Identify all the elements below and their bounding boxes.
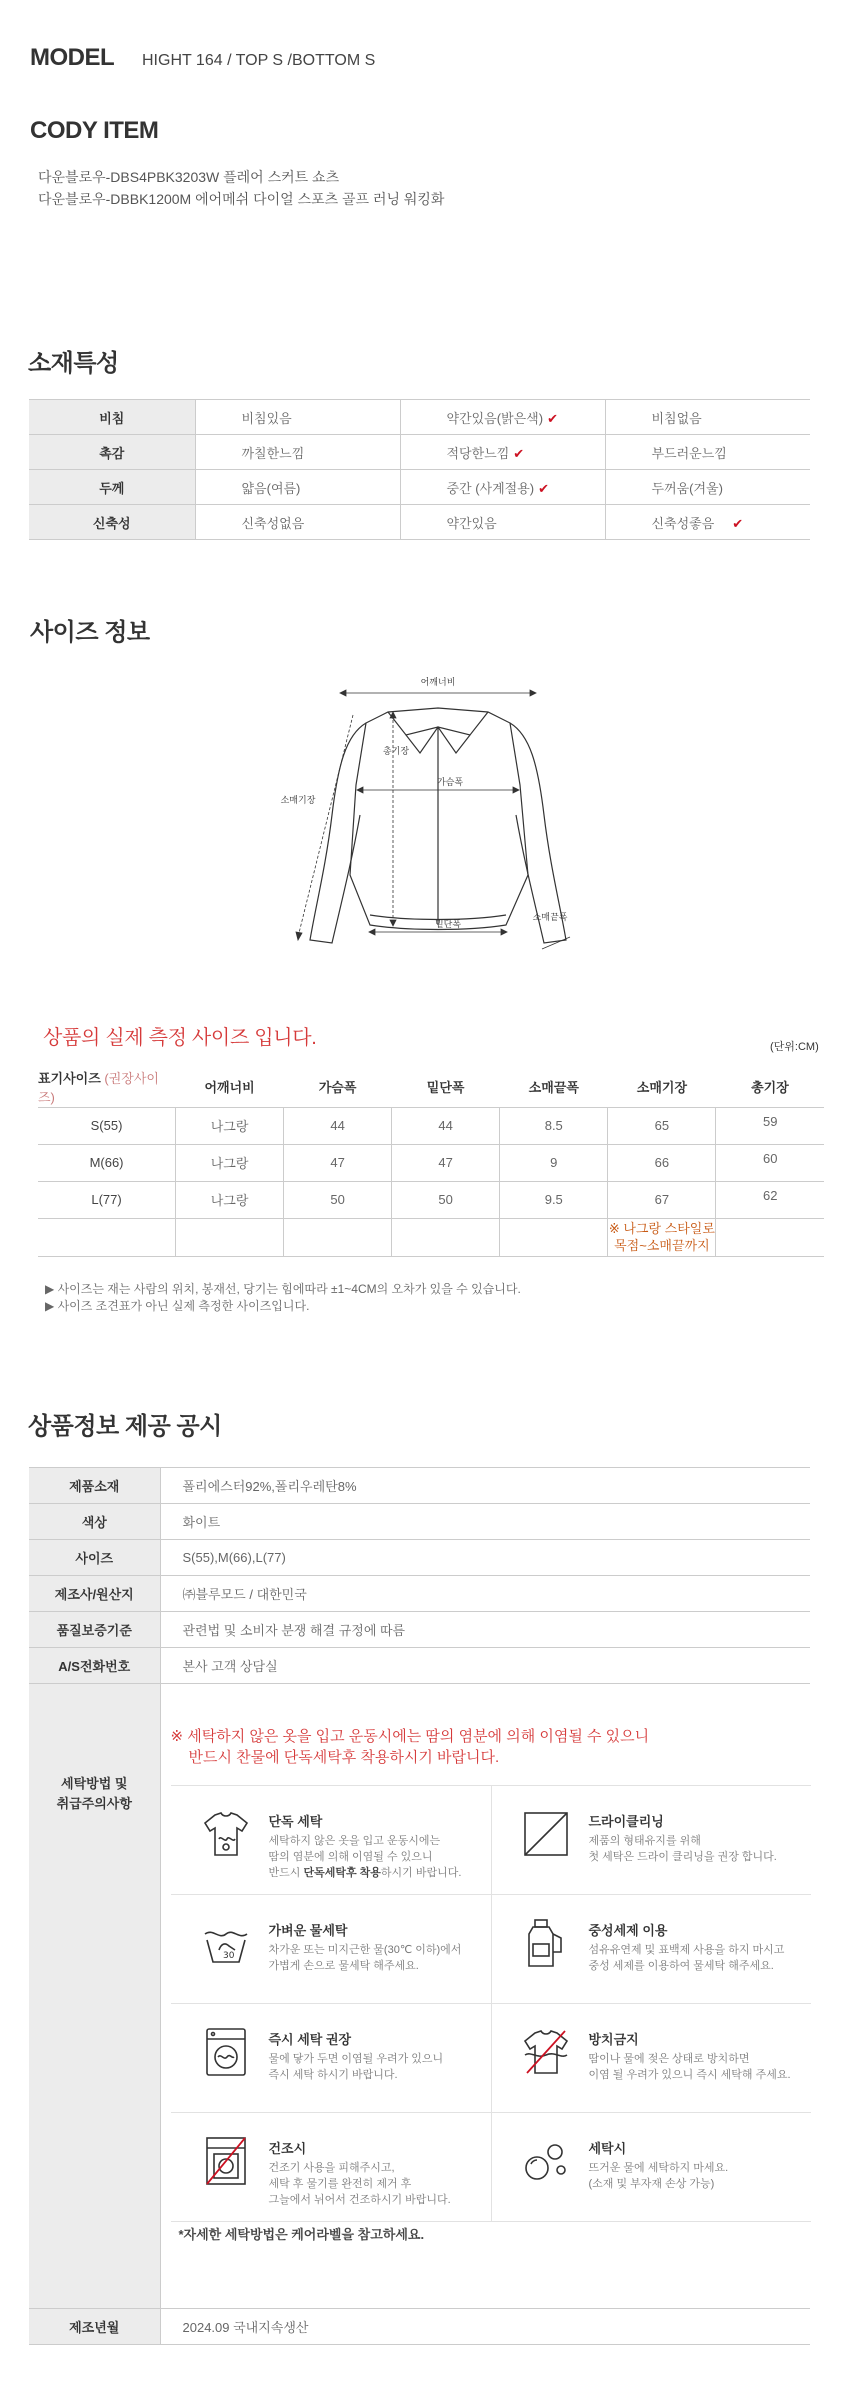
empty-cell <box>176 1218 284 1256</box>
check-icon: ✔ <box>513 445 525 461</box>
material-row-label: 비침 <box>29 400 195 435</box>
size-row <box>38 1107 824 1144</box>
label-hem: 밑단폭 <box>434 920 462 930</box>
cody-label: CODY ITEM <box>30 117 159 144</box>
material-option: 약간있음(밝은색) ✔ <box>400 400 605 435</box>
material-option: 두꺼움(겨울) <box>605 470 810 505</box>
size-value: 나그랑 <box>176 1107 284 1144</box>
material-row-label: 신축성 <box>29 505 195 540</box>
care-item-title: 드라이클리닝 <box>588 1814 664 1829</box>
info-row <box>29 1468 810 1504</box>
info-value: 2024.09 국내지속생산 <box>160 2309 810 2345</box>
size-note: ▶ 사이즈는 재는 사람의 위치, 봉재선, 당기는 힘에따라 ±1~4CM의 오차가 있을 수 있습니다. <box>45 1282 521 1296</box>
material-option: 신축성좋음 ✔ <box>605 505 810 540</box>
empty-cell <box>38 1218 176 1256</box>
label-chest: 가슴폭 <box>436 778 464 788</box>
material-row <box>29 470 810 505</box>
size-value: 62 <box>716 1181 824 1218</box>
product-info-title: 상품정보 제공 공시 <box>28 1413 222 1440</box>
size-value: 60 <box>716 1144 824 1181</box>
size-note-row <box>38 1218 824 1256</box>
care-item <box>491 2112 811 2218</box>
empty-cell <box>392 1218 500 1256</box>
material-option: 비침없음 <box>605 400 810 435</box>
size-column-header: 소매끝폭 <box>528 1080 579 1096</box>
size-label: S(55) <box>38 1107 176 1144</box>
info-row <box>29 1648 810 1684</box>
dry-clean-icon <box>519 1807 573 1861</box>
label-sleeve-end: 소매끝폭 <box>532 913 568 923</box>
material-option: 까칠한느낌 <box>195 435 400 470</box>
size-value: 44 <box>284 1107 392 1144</box>
size-value: 47 <box>392 1144 500 1181</box>
unit-label: (단위:CM) <box>770 1041 819 1053</box>
material-row <box>29 435 810 470</box>
size-header-first: 표기사이즈 (권장사이즈) <box>38 1070 159 1105</box>
size-column-header: 어깨너비 <box>204 1080 255 1096</box>
washing-machine-icon <box>199 2025 253 2079</box>
care-wrap <box>161 1684 811 2308</box>
label-sleeve-length: 소매기장 <box>280 796 316 806</box>
info-value: S(55),M(66),L(77) <box>160 1540 810 1576</box>
material-title: 소재특성 <box>28 350 119 377</box>
no-tumble-dry-icon <box>199 2134 253 2188</box>
size-value: 47 <box>284 1144 392 1181</box>
svg-text:30: 30 <box>222 1951 234 1961</box>
size-value: 65 <box>608 1107 716 1144</box>
info-label: 사이즈 <box>29 1540 160 1576</box>
material-option: 신축성없음 <box>195 505 400 540</box>
info-label: 제품소재 <box>29 1468 160 1504</box>
care-item-title: 중성세제 이용 <box>588 1923 668 1938</box>
care-footnote: *자세한 세탁방법은 케어라벨을 참고하세요. <box>178 2227 425 2242</box>
size-value: 67 <box>608 1181 716 1218</box>
care-item <box>491 1785 811 1891</box>
size-value: 66 <box>608 1144 716 1181</box>
size-value: 50 <box>392 1181 500 1218</box>
size-value: 9 <box>500 1144 608 1181</box>
info-value: 본사 고객 상담실 <box>160 1648 810 1684</box>
care-item-desc: 섬유유연제 및 표백제 사용을 하지 마시고 중성 세제를 이용하여 물세탁 해주세요. <box>588 1944 785 1972</box>
material-table <box>29 399 810 540</box>
model-info: HIGHT 164 / TOP S /BOTTOM S <box>142 52 376 69</box>
care-row <box>29 1684 810 2309</box>
material-option: 중간 (사계절용) ✔ <box>400 470 605 505</box>
care-item <box>171 2112 491 2218</box>
size-label: M(66) <box>38 1144 176 1181</box>
label-total-length: 총기장 <box>382 747 410 757</box>
raglan-note: ※ 나그랑 스타일로 목점~소매끝까지 <box>608 1218 716 1256</box>
product-info-table <box>29 1467 810 2345</box>
care-item-title: 가벼운 물세탁 <box>268 1923 348 1938</box>
size-value: 59 <box>716 1107 824 1144</box>
tshirt-wash-icon <box>199 1807 253 1861</box>
care-item <box>491 2003 811 2109</box>
care-item <box>171 1894 491 2000</box>
material-option: 얇음(여름) <box>195 470 400 505</box>
size-column-header: 가슴폭 <box>318 1080 357 1096</box>
info-value: ㈜블루모드 / 대한민국 <box>160 1576 810 1612</box>
size-value: 나그랑 <box>176 1181 284 1218</box>
jacket-outline <box>310 708 566 943</box>
empty-cell <box>284 1218 392 1256</box>
hand-wash-icon <box>199 1916 253 1970</box>
care-item-title: 건조시 <box>268 2141 307 2156</box>
care-item-desc: 제품의 형태유지를 위해 첫 세탁은 드라이 클리닝을 권장 합니다. <box>588 1835 777 1863</box>
info-label: 품질보증기준 <box>29 1612 160 1648</box>
bubbles-icon <box>519 2134 573 2188</box>
detergent-icon <box>519 1916 573 1970</box>
model-label: MODEL <box>30 44 115 71</box>
info-row <box>29 2309 810 2345</box>
care-item-title: 즉시 세탁 권장 <box>268 2032 352 2047</box>
info-label: A/S전화번호 <box>29 1648 160 1684</box>
size-row <box>38 1181 824 1218</box>
info-label: 제조년월 <box>29 2309 160 2345</box>
care-label: 세탁방법 및 취급주의사항 <box>29 1684 160 2309</box>
info-label: 제조사/원산지 <box>29 1576 160 1612</box>
actual-size-notice: 상품의 실제 측정 사이즈 입니다. <box>43 1027 317 1049</box>
care-content <box>160 1684 810 2309</box>
info-row <box>29 1576 810 1612</box>
size-column-header: 총기장 <box>751 1080 789 1096</box>
info-row <box>29 1504 810 1540</box>
cody-list <box>38 166 444 210</box>
size-column-header: 밑단폭 <box>426 1080 465 1096</box>
check-icon: ✔ <box>547 410 558 426</box>
care-item <box>171 2003 491 2109</box>
check-icon: ✔ <box>732 515 744 531</box>
material-row <box>29 400 810 435</box>
material-row <box>29 505 810 540</box>
cody-item: 다운블로우-DBS4PBK3203W 플레어 스커트 쇼츠 <box>38 169 340 185</box>
care-item-desc: 세탁하지 않은 옷을 입고 운동시에는 땀의 염분에 의해 이염될 수 있으니 반드시 단독세탁후 착용하시기 바랍니다. <box>268 1835 462 1879</box>
care-item-title: 방치금지 <box>588 2032 639 2047</box>
no-soaking-icon <box>519 2025 573 2079</box>
size-value: 9.5 <box>500 1181 608 1218</box>
size-note: ▶ 사이즈 조견표가 아닌 실제 측정한 사이즈입니다. <box>45 1299 310 1313</box>
care-item-desc: 차가운 또는 미지근한 물(30℃ 이하)에서 가볍게 손으로 물세탁 해주세요. <box>268 1944 462 1972</box>
care-item-desc: 땀이나 물에 젖은 상태로 방치하면 이염 될 우려가 있으니 즉시 세탁해 주세요. <box>588 2053 791 2081</box>
label-shoulder: 어깨너비 <box>420 678 456 688</box>
care-item-title: 세탁시 <box>588 2141 627 2156</box>
cody-item: 다운블로우-DBBK1200M 에어메쉬 다이얼 스포츠 골프 러닝 워킹화 <box>38 191 445 207</box>
care-warning: ※ 세탁하지 않은 옷을 입고 운동시에는 땀의 염분에 의해 이염될 수 있으니 반드시 찬물에 단독세탁후 착용하시기 바랍니다. <box>170 1728 650 1766</box>
info-row <box>29 1540 810 1576</box>
check-icon: ✔ <box>538 480 550 496</box>
size-table <box>38 1067 824 1257</box>
info-value: 폴리에스터92%,폴리우레탄8% <box>160 1468 810 1504</box>
care-item <box>171 1785 491 1891</box>
size-value: 나그랑 <box>176 1144 284 1181</box>
material-row-label: 촉감 <box>29 435 195 470</box>
size-value: 44 <box>392 1107 500 1144</box>
size-value: 50 <box>284 1181 392 1218</box>
size-row <box>38 1144 824 1181</box>
size-label: L(77) <box>38 1181 176 1218</box>
material-option: 적당한느낌 ✔ <box>400 435 605 470</box>
jacket-size-diagram <box>280 675 588 950</box>
size-value: 8.5 <box>500 1107 608 1144</box>
care-item-title: 단독 세탁 <box>268 1814 323 1829</box>
material-row-label: 두께 <box>29 470 195 505</box>
care-item-desc: 건조기 사용을 피해주시고, 세탁 후 물기를 완전히 제거 후 그늘에서 뉘어서 건조하시기 바랍니다. <box>268 2162 451 2206</box>
material-option: 부드러운느낌 <box>605 435 810 470</box>
info-row <box>29 1612 810 1648</box>
info-label: 색상 <box>29 1504 160 1540</box>
care-item-desc: 뜨거운 물에 세탁하지 마세요. (소재 및 부자재 손상 가능) <box>588 2162 729 2190</box>
empty-cell <box>500 1218 608 1256</box>
size-column-header: 소매기장 <box>636 1080 687 1096</box>
info-value: 관련법 및 소비자 분쟁 해결 규정에 따름 <box>160 1612 810 1648</box>
empty-cell <box>716 1218 824 1256</box>
material-option: 약간있음 <box>400 505 605 540</box>
care-item-desc: 물에 닿가 두면 이염될 우려가 있으니 즉시 세탁 하시기 바랍니다. <box>268 2053 444 2081</box>
size-info-title: 사이즈 정보 <box>30 619 150 646</box>
material-option: 비침있음 <box>195 400 400 435</box>
size-notes <box>45 1281 521 1315</box>
info-value: 화이트 <box>160 1504 810 1540</box>
care-item <box>491 1894 811 2000</box>
